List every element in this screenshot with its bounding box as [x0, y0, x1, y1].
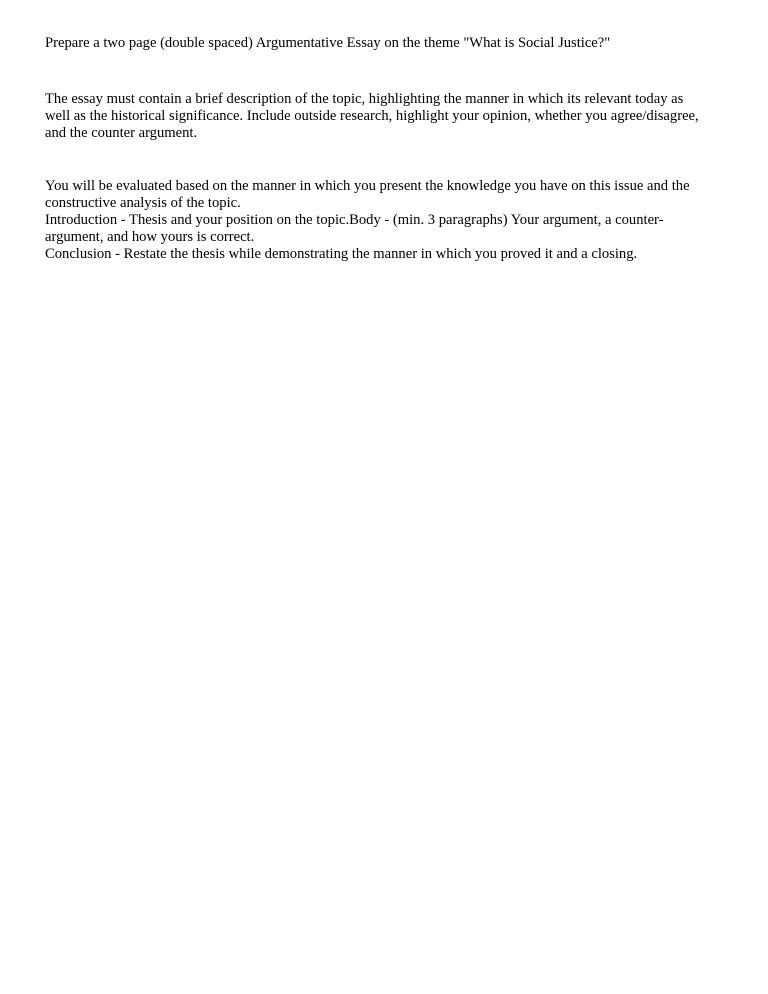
evaluation-line: constructive analysis of the topic.	[45, 195, 241, 211]
description-line: well as the historical significance. Include outside research, highlight your opinion, whether you agree/disagree,	[45, 108, 699, 124]
evaluation-line: You will be evaluated based on the manner in which you present the knowledge you have on this issue and the	[45, 178, 690, 194]
structure-line: Introduction - Thesis and your position on the topic.Body - (min. 3 paragraphs) Your argument, a counter-	[45, 212, 664, 228]
description-line: The essay must contain a brief description of the topic, highlighting the manner in which its relevant today as	[45, 91, 684, 107]
description-line: and the counter argument.	[45, 125, 198, 141]
prompt-line: Prepare a two page (double spaced) Argumentative Essay on the theme "What is Social Justice?"	[45, 35, 611, 51]
conclusion-line: Conclusion - Restate the thesis while demonstrating the manner in which you proved it and a closing.	[45, 246, 638, 262]
structure-line: argument, and how yours is correct.	[45, 229, 255, 245]
